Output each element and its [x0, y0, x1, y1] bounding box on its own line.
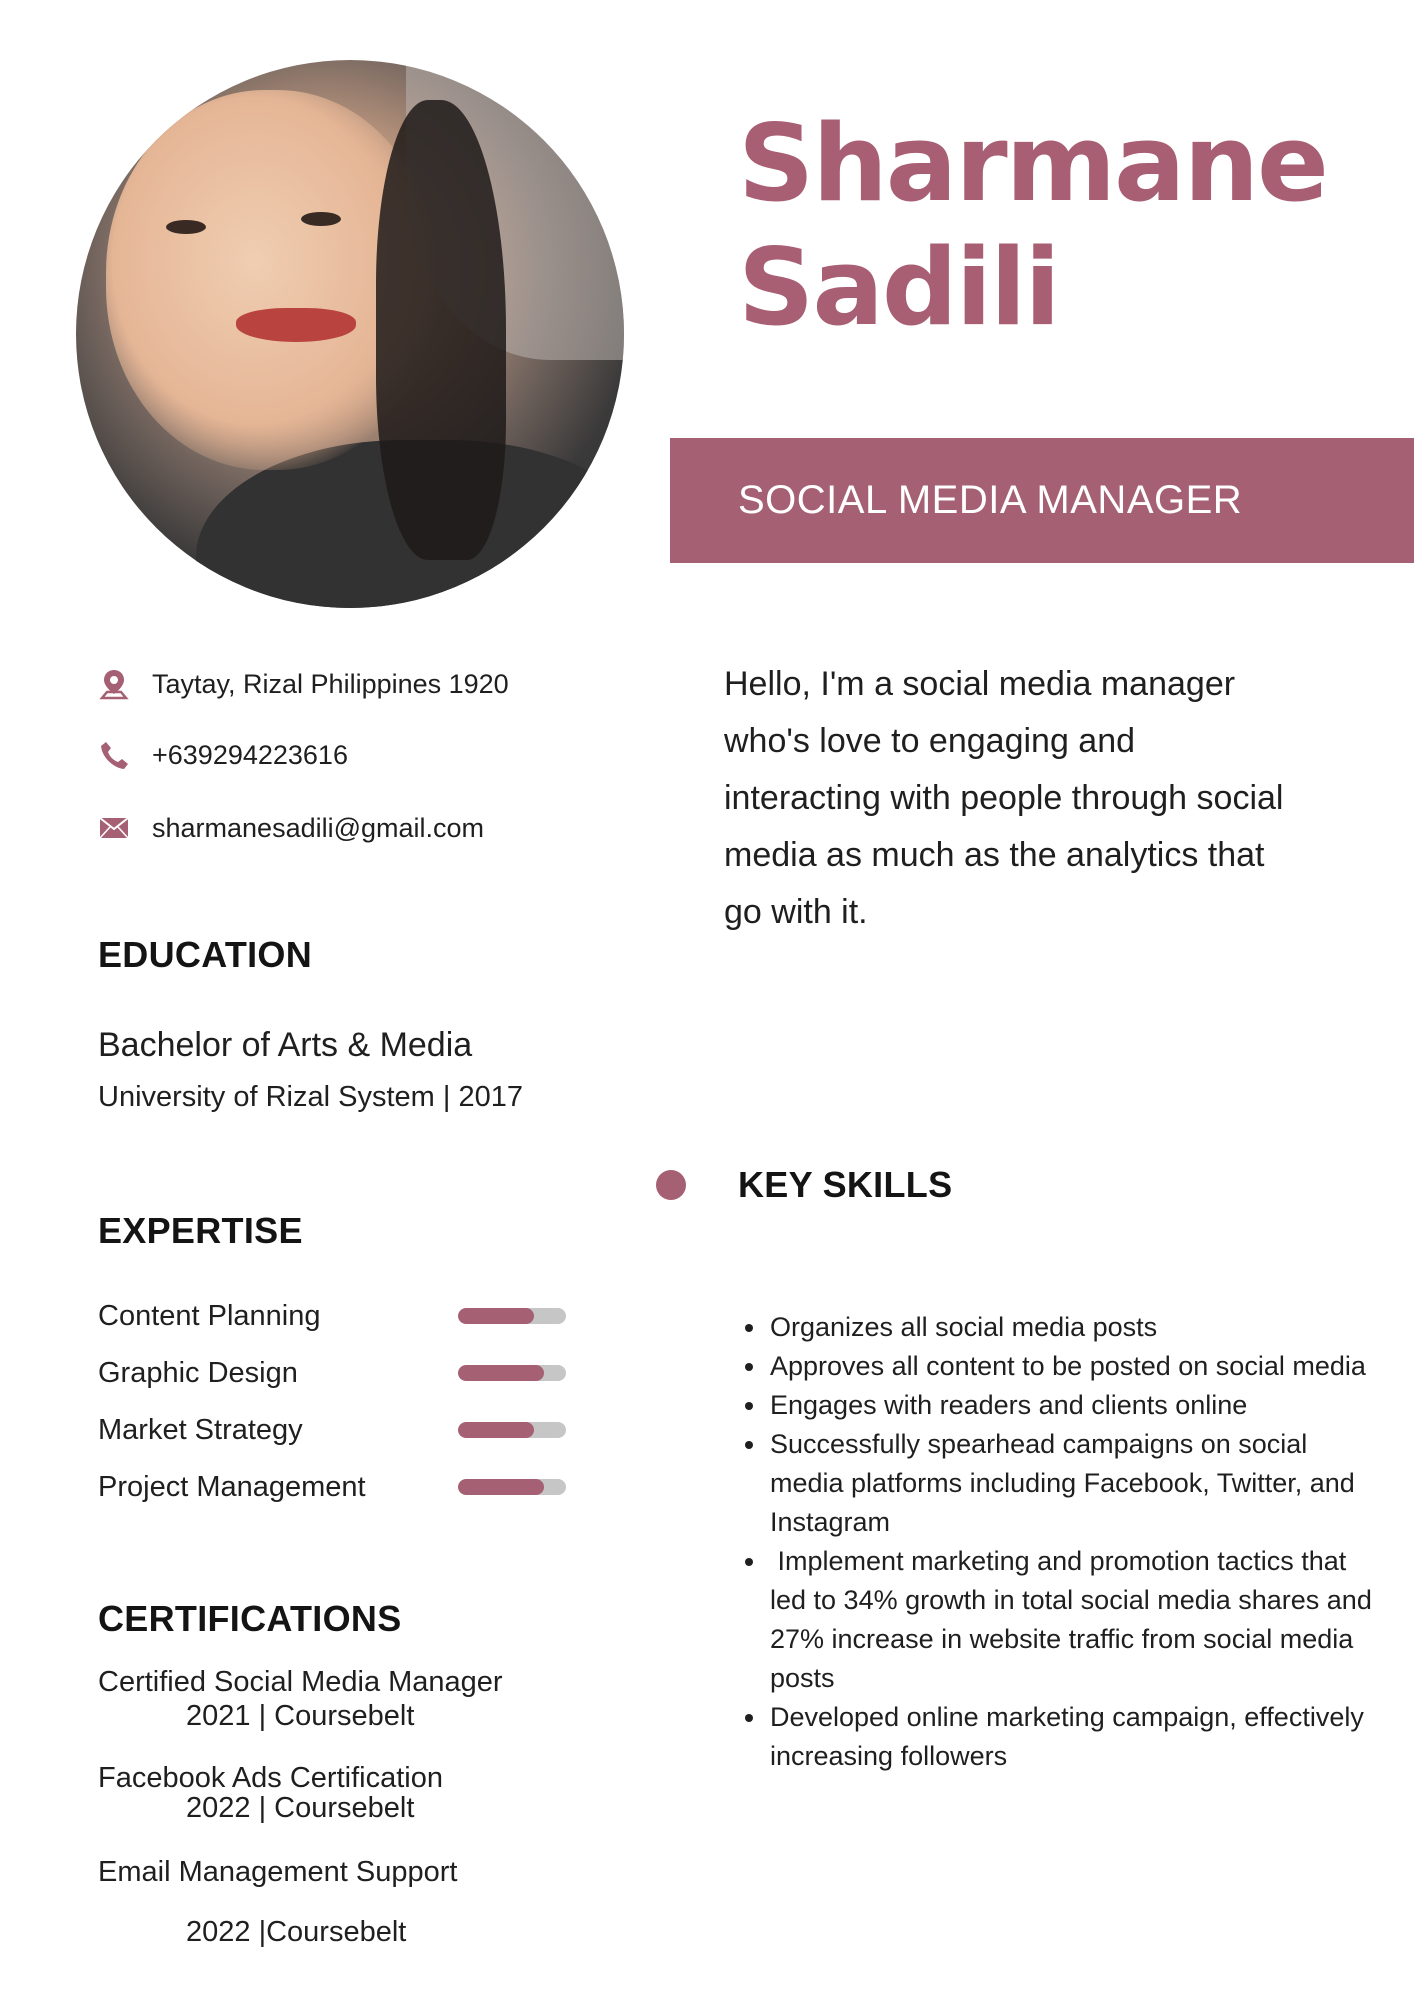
list-item: • Organizes all social media posts — [768, 1308, 1388, 1347]
job-title-banner — [670, 438, 1414, 563]
last-name: Sadili — [738, 226, 1059, 349]
candidate-name — [738, 102, 1327, 350]
expertise-bar — [458, 1422, 566, 1438]
list-item: • Implement marketing and promotion tactics that led to 34% growth in total social media shares and 27% increase in website traffic from social media posts — [768, 1542, 1388, 1698]
expertise-label: Project Management — [98, 1471, 366, 1503]
contact-phone — [98, 737, 348, 773]
list-item: • Successfully spearhead campaigns on social media platforms including Facebook, Twitter, and Instagram — [768, 1425, 1388, 1542]
profile-summary: Hello, I'm a social media manager who's love to engaging and interacting with people through social media as much as the analytics that go with it. — [724, 665, 1284, 931]
expertise-bar-fill — [458, 1422, 534, 1438]
expertise-bar — [458, 1308, 566, 1324]
expertise-row — [98, 1296, 568, 1336]
key-skills-list — [736, 1308, 1388, 1776]
expertise-label: Graphic Design — [98, 1357, 298, 1389]
expertise-bar — [458, 1365, 566, 1381]
cert-title: Certified Social Media Manager — [98, 1666, 503, 1698]
mail-icon — [98, 812, 130, 844]
first-name: Sharmane — [738, 102, 1327, 225]
expertise-label: Market Strategy — [98, 1414, 303, 1446]
phone-text[interactable]: +639294223616 — [152, 739, 348, 770]
list-item: • Approves all content to be posted on social media — [768, 1347, 1388, 1386]
key-skills-heading: KEY SKILLS — [738, 1164, 953, 1205]
expertise-row — [98, 1467, 568, 1507]
bullet-dot-icon — [656, 1170, 686, 1200]
job-title: SOCIAL MEDIA MANAGER — [738, 478, 1243, 522]
expertise-bar — [458, 1479, 566, 1495]
education-degree: Bachelor of Arts & Media — [98, 1026, 473, 1064]
location-pin-icon — [98, 668, 130, 700]
cert-detail: 2021 | Coursebelt — [186, 1700, 415, 1732]
email-text[interactable]: sharmanesadili@gmail.com — [152, 812, 485, 843]
expertise-label: Content Planning — [98, 1300, 321, 1332]
expertise-heading: EXPERTISE — [98, 1210, 303, 1251]
cert-detail: 2022 | Coursebelt — [186, 1792, 415, 1824]
profile-photo — [76, 60, 624, 608]
expertise-bar-fill — [458, 1365, 544, 1381]
expertise-bar-fill — [458, 1479, 544, 1495]
contact-email — [98, 810, 484, 846]
cert-detail: 2022 |Coursebelt — [186, 1916, 407, 1948]
contact-address — [98, 666, 509, 702]
education-heading: EDUCATION — [98, 934, 313, 975]
address-text: Taytay, Rizal Philippines 1920 — [152, 668, 509, 699]
education-school: University of Rizal System | 2017 — [98, 1081, 523, 1113]
cert-title: Email Management Support — [98, 1856, 458, 1888]
cert-title: Facebook Ads Certification — [98, 1762, 443, 1794]
certifications-heading: CERTIFICATIONS — [98, 1598, 402, 1639]
expertise-row — [98, 1353, 568, 1393]
phone-icon — [98, 739, 130, 771]
expertise-row — [98, 1410, 568, 1450]
list-item: • Developed online marketing campaign, effectively increasing followers — [768, 1698, 1388, 1776]
expertise-bar-fill — [458, 1308, 534, 1324]
list-item: • Engages with readers and clients online — [768, 1386, 1388, 1425]
